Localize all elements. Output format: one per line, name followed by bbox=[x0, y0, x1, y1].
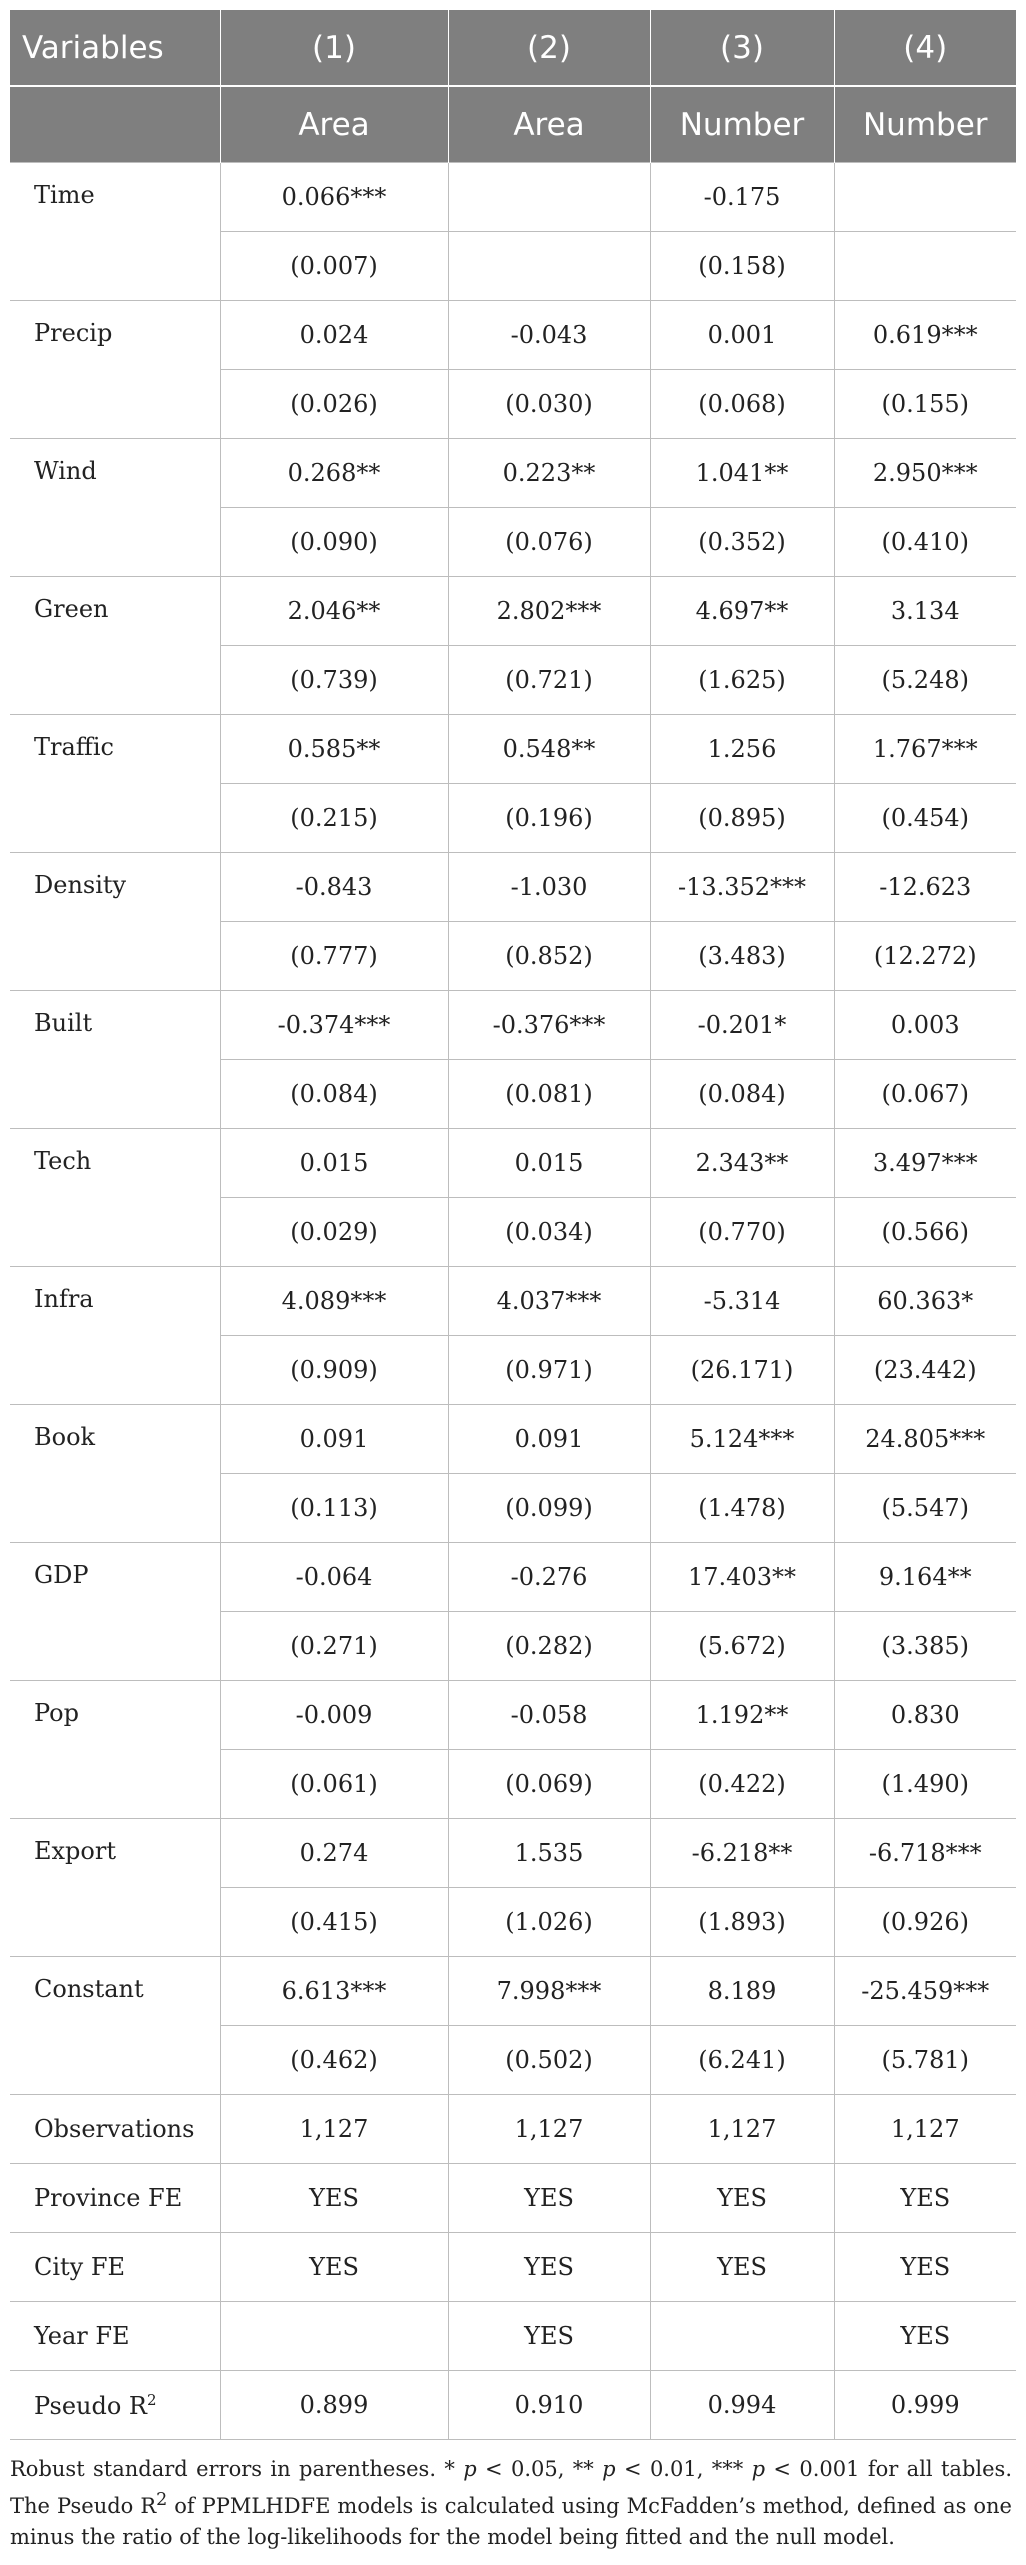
coefficient-cell: 8.189 bbox=[650, 1957, 834, 2026]
row-variable-name: Constant bbox=[10, 1957, 220, 2095]
pseudo-r2-label bbox=[10, 2371, 220, 2440]
table-row-coefficients bbox=[10, 1819, 1016, 1888]
header-row-model-numbers bbox=[10, 10, 1016, 86]
standard-error-cell: (0.069) bbox=[448, 1750, 650, 1819]
standard-error-cell: (0.099) bbox=[448, 1474, 650, 1543]
row-variable-name: Tech bbox=[10, 1129, 220, 1267]
standard-error-cell: (0.926) bbox=[834, 1888, 1016, 1957]
pseudo-r2-superscript: 2 bbox=[147, 2390, 157, 2409]
table-row-coefficients bbox=[10, 715, 1016, 784]
standard-error-cell: (0.034) bbox=[448, 1198, 650, 1267]
standard-error-cell: (0.721) bbox=[448, 646, 650, 715]
table-row-coefficients bbox=[10, 301, 1016, 370]
summary-value-cell: YES bbox=[448, 2302, 650, 2371]
standard-error-cell: (1.893) bbox=[650, 1888, 834, 1957]
coefficient-cell: 2.046** bbox=[220, 577, 448, 646]
coefficient-cell: -0.276 bbox=[448, 1543, 650, 1612]
header-outcome-1: Area bbox=[220, 86, 448, 163]
standard-error-cell: (3.483) bbox=[650, 922, 834, 991]
coefficient-cell: 7.998*** bbox=[448, 1957, 650, 2026]
header-model-1: (1) bbox=[220, 10, 448, 86]
coefficient-cell: -0.201* bbox=[650, 991, 834, 1060]
standard-error-cell: (0.352) bbox=[650, 508, 834, 577]
standard-error-cell: (0.410) bbox=[834, 508, 1016, 577]
standard-error-cell: (0.076) bbox=[448, 508, 650, 577]
table-header bbox=[10, 10, 1016, 163]
header-row-outcomes bbox=[10, 86, 1016, 163]
table-footnote bbox=[10, 2454, 1016, 2553]
pseudo-r2-value-cell: 0.999 bbox=[834, 2371, 1016, 2440]
standard-error-cell: (5.547) bbox=[834, 1474, 1016, 1543]
header-outcome-4: Number bbox=[834, 86, 1016, 163]
standard-error-cell: (0.909) bbox=[220, 1336, 448, 1405]
row-variable-name: Wind bbox=[10, 439, 220, 577]
row-variable-name: Green bbox=[10, 577, 220, 715]
coefficient-cell: 0.274 bbox=[220, 1819, 448, 1888]
coefficient-cell: -0.043 bbox=[448, 301, 650, 370]
table-row-coefficients bbox=[10, 991, 1016, 1060]
row-variable-name: Density bbox=[10, 853, 220, 991]
coefficient-cell: 1.767*** bbox=[834, 715, 1016, 784]
header-variables: Variables bbox=[10, 10, 220, 86]
standard-error-cell: (0.084) bbox=[650, 1060, 834, 1129]
standard-error-cell: (0.739) bbox=[220, 646, 448, 715]
footnote-text: < 0.05, ** bbox=[476, 2457, 603, 2481]
summary-value-cell bbox=[650, 2302, 834, 2371]
table-row-summary bbox=[10, 2233, 1016, 2302]
table-row-summary bbox=[10, 2095, 1016, 2164]
standard-error-cell: (0.196) bbox=[448, 784, 650, 853]
pseudo-r2-label-text: Pseudo R bbox=[34, 2391, 147, 2420]
table-row-coefficients bbox=[10, 1543, 1016, 1612]
table-row-coefficients bbox=[10, 1267, 1016, 1336]
coefficient-cell: 0.001 bbox=[650, 301, 834, 370]
coefficient-cell: -6.718*** bbox=[834, 1819, 1016, 1888]
table-row-pseudo-r2 bbox=[10, 2371, 1016, 2440]
footnote-text: of PPMLHDFE models is calculated using McFadden’s method, defined as one minus the ratio of the log-likelihoods for the model being fitted and the null model. bbox=[10, 2494, 1012, 2549]
pseudo-r2-value-cell: 0.899 bbox=[220, 2371, 448, 2440]
row-variable-name: Export bbox=[10, 1819, 220, 1957]
table-body bbox=[10, 163, 1016, 2440]
standard-error-cell: (0.282) bbox=[448, 1612, 650, 1681]
table-row-coefficients bbox=[10, 577, 1016, 646]
coefficient-cell: 4.089*** bbox=[220, 1267, 448, 1336]
standard-error-cell: (0.158) bbox=[650, 232, 834, 301]
coefficient-cell: 1.192** bbox=[650, 1681, 834, 1750]
standard-error-cell: (0.215) bbox=[220, 784, 448, 853]
coefficient-cell: 0.268** bbox=[220, 439, 448, 508]
row-variable-name: Infra bbox=[10, 1267, 220, 1405]
coefficient-cell: -0.058 bbox=[448, 1681, 650, 1750]
standard-error-cell: (1.490) bbox=[834, 1750, 1016, 1819]
standard-error-cell: (5.781) bbox=[834, 2026, 1016, 2095]
coefficient-cell bbox=[834, 163, 1016, 232]
coefficient-cell: 2.950*** bbox=[834, 439, 1016, 508]
table-row-coefficients bbox=[10, 163, 1016, 232]
standard-error-cell: (0.770) bbox=[650, 1198, 834, 1267]
summary-value-cell: 1,127 bbox=[834, 2095, 1016, 2164]
table-row-coefficients bbox=[10, 1129, 1016, 1198]
summary-value-cell: 1,127 bbox=[650, 2095, 834, 2164]
coefficient-cell: 0.548** bbox=[448, 715, 650, 784]
standard-error-cell: (0.502) bbox=[448, 2026, 650, 2095]
summary-value-cell: YES bbox=[650, 2164, 834, 2233]
coefficient-cell bbox=[448, 163, 650, 232]
standard-error-cell: (0.852) bbox=[448, 922, 650, 991]
header-outcome-3: Number bbox=[650, 86, 834, 163]
coefficient-cell: 5.124*** bbox=[650, 1405, 834, 1474]
standard-error-cell: (0.007) bbox=[220, 232, 448, 301]
summary-row-label: Province FE bbox=[10, 2164, 220, 2233]
coefficient-cell: 0.223** bbox=[448, 439, 650, 508]
standard-error-cell: (1.026) bbox=[448, 1888, 650, 1957]
summary-value-cell: YES bbox=[448, 2233, 650, 2302]
table-row-coefficients bbox=[10, 1681, 1016, 1750]
coefficient-cell: 2.343** bbox=[650, 1129, 834, 1198]
row-variable-name: GDP bbox=[10, 1543, 220, 1681]
coefficient-cell: 0.015 bbox=[220, 1129, 448, 1198]
summary-value-cell: YES bbox=[834, 2302, 1016, 2371]
coefficient-cell: 60.363* bbox=[834, 1267, 1016, 1336]
row-variable-name: Traffic bbox=[10, 715, 220, 853]
summary-value-cell bbox=[220, 2302, 448, 2371]
coefficient-cell: 0.091 bbox=[220, 1405, 448, 1474]
footnote-superscript: 2 bbox=[156, 2490, 168, 2510]
summary-row-label: Observations bbox=[10, 2095, 220, 2164]
standard-error-cell: (0.454) bbox=[834, 784, 1016, 853]
coefficient-cell: 0.015 bbox=[448, 1129, 650, 1198]
coefficient-cell: -0.064 bbox=[220, 1543, 448, 1612]
header-model-3: (3) bbox=[650, 10, 834, 86]
regression-table-container bbox=[10, 10, 1016, 2553]
footnote-p-symbol: p bbox=[602, 2457, 616, 2481]
coefficient-cell: 6.613*** bbox=[220, 1957, 448, 2026]
coefficient-cell: 0.091 bbox=[448, 1405, 650, 1474]
standard-error-cell: (0.113) bbox=[220, 1474, 448, 1543]
standard-error-cell: (1.478) bbox=[650, 1474, 834, 1543]
coefficient-cell: 17.403** bbox=[650, 1543, 834, 1612]
coefficient-cell: -0.374*** bbox=[220, 991, 448, 1060]
standard-error-cell: (0.061) bbox=[220, 1750, 448, 1819]
coefficient-cell: -0.175 bbox=[650, 163, 834, 232]
coefficient-cell: 0.585** bbox=[220, 715, 448, 784]
standard-error-cell: (5.672) bbox=[650, 1612, 834, 1681]
standard-error-cell: (6.241) bbox=[650, 2026, 834, 2095]
coefficient-cell: -0.376*** bbox=[448, 991, 650, 1060]
summary-value-cell: YES bbox=[448, 2164, 650, 2233]
header-blank bbox=[10, 86, 220, 163]
standard-error-cell: (0.971) bbox=[448, 1336, 650, 1405]
standard-error-cell: (12.272) bbox=[834, 922, 1016, 991]
table-row-coefficients bbox=[10, 439, 1016, 508]
table-row-coefficients bbox=[10, 853, 1016, 922]
row-variable-name: Precip bbox=[10, 301, 220, 439]
standard-error-cell: (0.067) bbox=[834, 1060, 1016, 1129]
footnote-p-symbol: p bbox=[463, 2457, 477, 2481]
coefficient-cell: 0.024 bbox=[220, 301, 448, 370]
table-row-summary bbox=[10, 2302, 1016, 2371]
standard-error-cell: (0.026) bbox=[220, 370, 448, 439]
summary-row-label: City FE bbox=[10, 2233, 220, 2302]
footnote-text: < 0.001 for all tables. The Pseudo R bbox=[10, 2457, 1012, 2518]
summary-value-cell: YES bbox=[220, 2233, 448, 2302]
table-row-summary bbox=[10, 2164, 1016, 2233]
coefficient-cell: -0.843 bbox=[220, 853, 448, 922]
coefficient-cell: 4.697** bbox=[650, 577, 834, 646]
coefficient-cell: 1.041** bbox=[650, 439, 834, 508]
standard-error-cell: (0.895) bbox=[650, 784, 834, 853]
standard-error-cell: (0.777) bbox=[220, 922, 448, 991]
coefficient-cell: 4.037*** bbox=[448, 1267, 650, 1336]
standard-error-cell: (1.625) bbox=[650, 646, 834, 715]
regression-results-table bbox=[10, 10, 1016, 2440]
coefficient-cell: -5.314 bbox=[650, 1267, 834, 1336]
coefficient-cell: 0.003 bbox=[834, 991, 1016, 1060]
table-row-coefficients bbox=[10, 1405, 1016, 1474]
row-variable-name: Time bbox=[10, 163, 220, 301]
summary-value-cell: YES bbox=[650, 2233, 834, 2302]
coefficient-cell: 1.535 bbox=[448, 1819, 650, 1888]
standard-error-cell: (3.385) bbox=[834, 1612, 1016, 1681]
coefficient-cell: -12.623 bbox=[834, 853, 1016, 922]
standard-error-cell: (0.155) bbox=[834, 370, 1016, 439]
footnote-p-symbol: p bbox=[751, 2457, 766, 2481]
standard-error-cell: (0.415) bbox=[220, 1888, 448, 1957]
pseudo-r2-value-cell: 0.994 bbox=[650, 2371, 834, 2440]
standard-error-cell: (0.566) bbox=[834, 1198, 1016, 1267]
table-row-coefficients bbox=[10, 1957, 1016, 2026]
standard-error-cell: (0.422) bbox=[650, 1750, 834, 1819]
header-model-4: (4) bbox=[834, 10, 1016, 86]
coefficient-cell: -6.218** bbox=[650, 1819, 834, 1888]
pseudo-r2-value-cell: 0.910 bbox=[448, 2371, 650, 2440]
standard-error-cell: (23.442) bbox=[834, 1336, 1016, 1405]
summary-value-cell: YES bbox=[834, 2233, 1016, 2302]
standard-error-cell bbox=[448, 232, 650, 301]
summary-value-cell: 1,127 bbox=[220, 2095, 448, 2164]
row-variable-name: Pop bbox=[10, 1681, 220, 1819]
standard-error-cell: (0.029) bbox=[220, 1198, 448, 1267]
standard-error-cell: (0.068) bbox=[650, 370, 834, 439]
standard-error-cell bbox=[834, 232, 1016, 301]
standard-error-cell: (0.462) bbox=[220, 2026, 448, 2095]
coefficient-cell: -13.352*** bbox=[650, 853, 834, 922]
coefficient-cell: 0.066*** bbox=[220, 163, 448, 232]
summary-value-cell: 1,127 bbox=[448, 2095, 650, 2164]
standard-error-cell: (5.248) bbox=[834, 646, 1016, 715]
header-outcome-2: Area bbox=[448, 86, 650, 163]
standard-error-cell: (0.084) bbox=[220, 1060, 448, 1129]
standard-error-cell: (0.081) bbox=[448, 1060, 650, 1129]
footnote-text: Robust standard errors in parentheses. * bbox=[10, 2457, 464, 2481]
footnote-text: < 0.01, *** bbox=[615, 2457, 752, 2481]
coefficient-cell: 0.619*** bbox=[834, 301, 1016, 370]
summary-value-cell: YES bbox=[220, 2164, 448, 2233]
coefficient-cell: -0.009 bbox=[220, 1681, 448, 1750]
coefficient-cell: 2.802*** bbox=[448, 577, 650, 646]
coefficient-cell: 1.256 bbox=[650, 715, 834, 784]
coefficient-cell: -25.459*** bbox=[834, 1957, 1016, 2026]
standard-error-cell: (0.030) bbox=[448, 370, 650, 439]
row-variable-name: Book bbox=[10, 1405, 220, 1543]
summary-value-cell: YES bbox=[834, 2164, 1016, 2233]
row-variable-name: Built bbox=[10, 991, 220, 1129]
coefficient-cell: 3.497*** bbox=[834, 1129, 1016, 1198]
coefficient-cell: 3.134 bbox=[834, 577, 1016, 646]
coefficient-cell: 0.830 bbox=[834, 1681, 1016, 1750]
coefficient-cell: 24.805*** bbox=[834, 1405, 1016, 1474]
standard-error-cell: (0.090) bbox=[220, 508, 448, 577]
coefficient-cell: -1.030 bbox=[448, 853, 650, 922]
summary-row-label: Year FE bbox=[10, 2302, 220, 2371]
standard-error-cell: (0.271) bbox=[220, 1612, 448, 1681]
standard-error-cell: (26.171) bbox=[650, 1336, 834, 1405]
header-model-2: (2) bbox=[448, 10, 650, 86]
coefficient-cell: 9.164** bbox=[834, 1543, 1016, 1612]
